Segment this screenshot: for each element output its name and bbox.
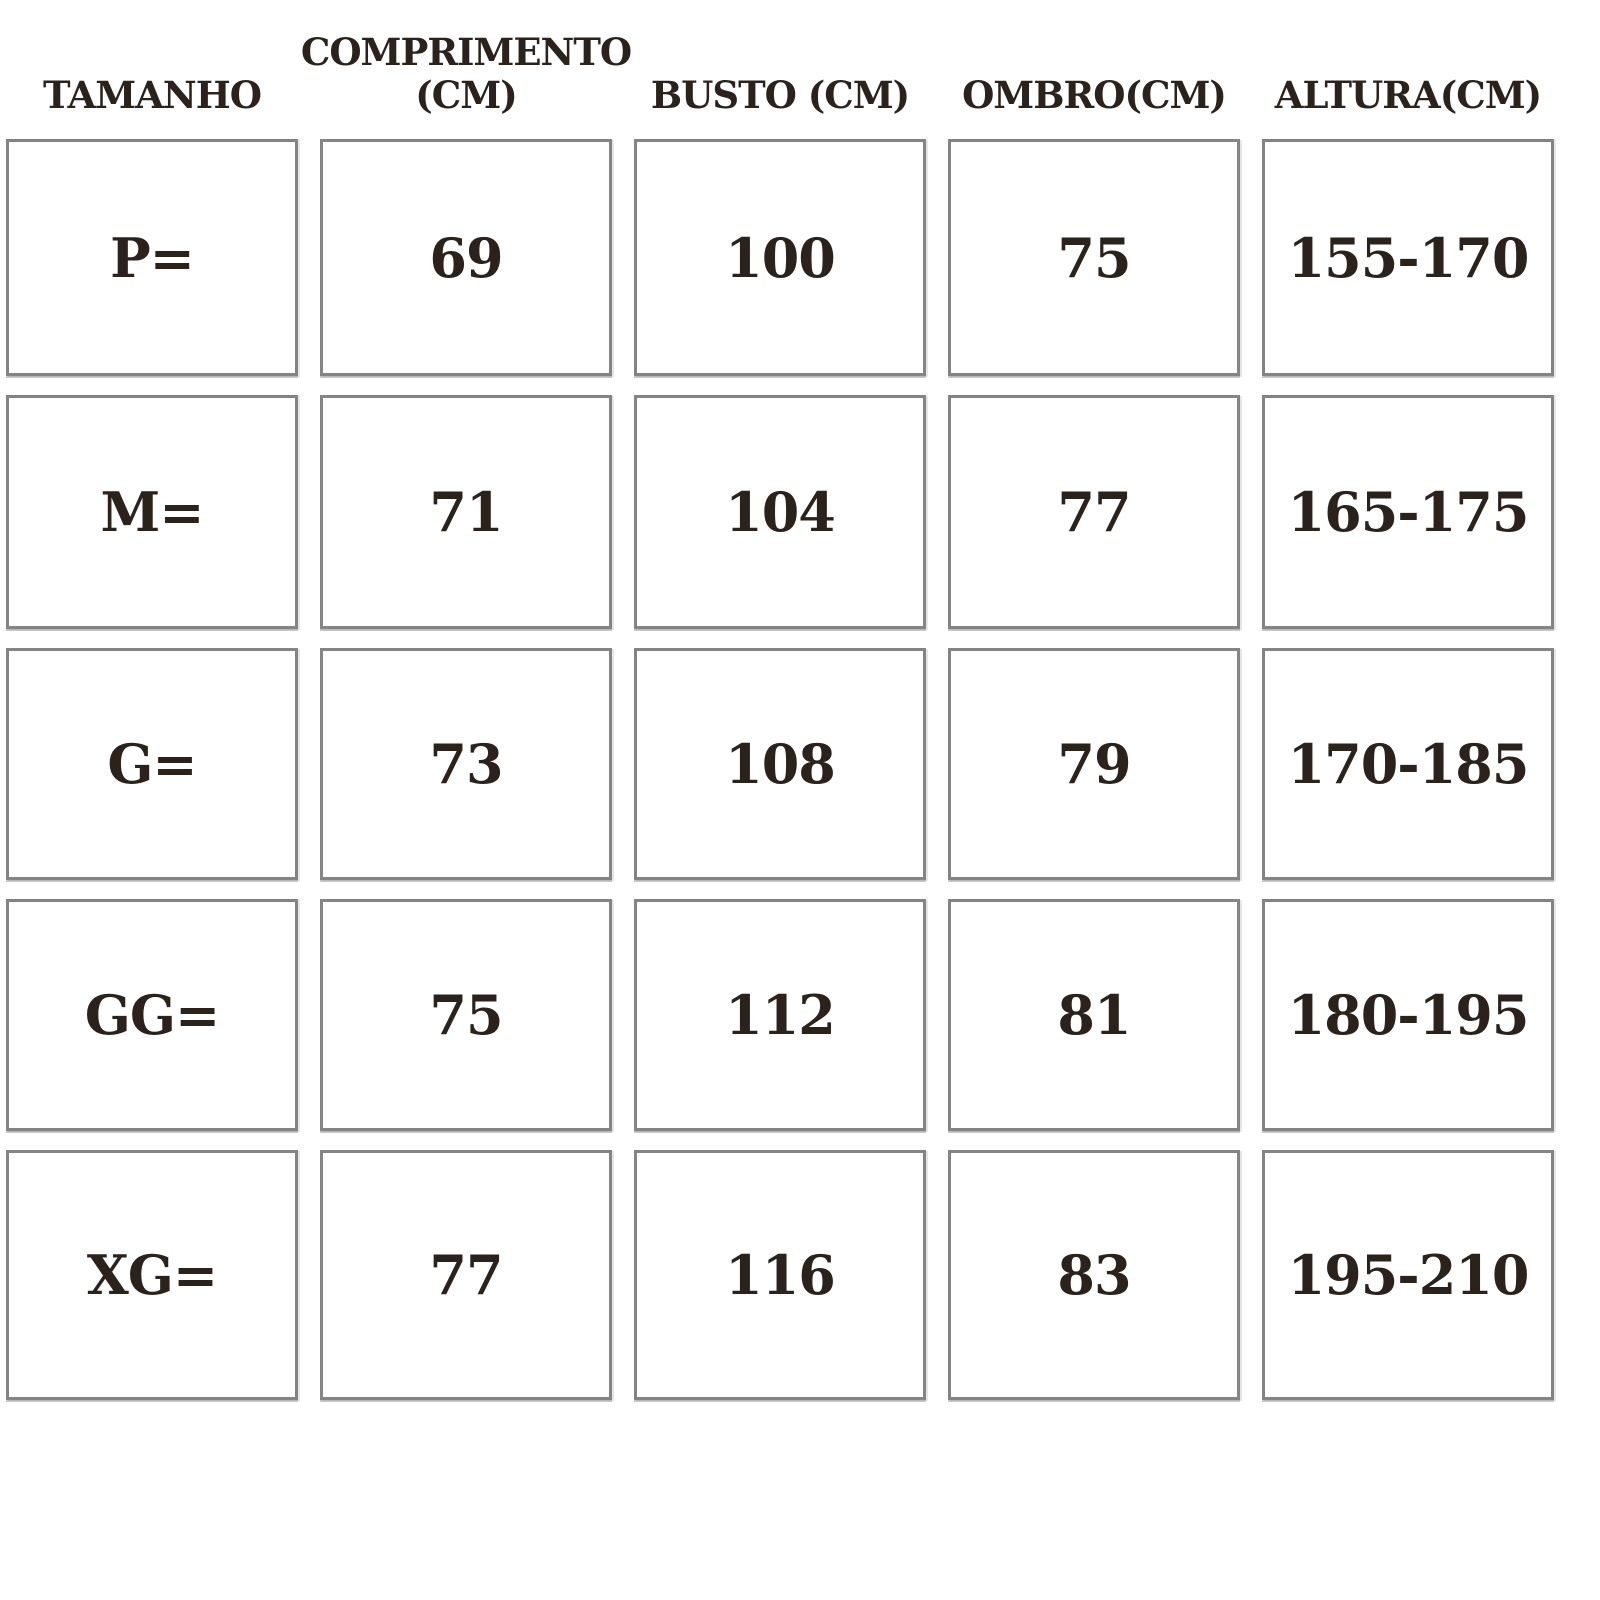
cell-g-comprimento: 73 [320,648,612,880]
cell-gg-busto: 112 [634,899,926,1131]
header-label: OMBRO(CM) [962,73,1226,118]
cell-gg-ombro: 81 [948,899,1240,1131]
cell-m-busto: 104 [634,395,926,629]
header-label: COMPRIMENTO [300,29,632,74]
cell-xg-comprimento: 77 [320,1150,612,1400]
cell-m-ombro: 77 [948,395,1240,629]
cell-xg-ombro: 83 [948,1150,1240,1400]
cell-p-tamanho: P= [6,139,298,376]
header-cell-comprimento [300,29,632,120]
cell-xg-altura: 195-210 [1262,1150,1554,1400]
cell-g-busto: 108 [634,648,926,880]
cell-m-altura: 165-175 [1262,395,1554,629]
size-chart-table [6,29,1554,1400]
header-cell-ombro [948,40,1240,120]
cell-g-altura: 170-185 [1262,648,1554,880]
header-cell-tamanho [6,40,298,120]
header-label: ALTURA(CM) [1274,73,1542,118]
cell-g-tamanho: G= [6,648,298,880]
header-label-line2: (CM) [415,73,517,118]
cell-p-busto: 100 [634,139,926,376]
cell-xg-tamanho: XG= [6,1150,298,1400]
cell-gg-tamanho: GG= [6,899,298,1131]
cell-xg-busto: 116 [634,1150,926,1400]
cell-g-ombro: 79 [948,648,1240,880]
cell-gg-altura: 180-195 [1262,899,1554,1131]
header-cell-busto [634,40,926,120]
cell-p-comprimento: 69 [320,139,612,376]
header-label: BUSTO (CM) [650,73,910,118]
cell-m-tamanho: M= [6,395,298,629]
cell-gg-comprimento: 75 [320,899,612,1131]
cell-p-altura: 155-170 [1262,139,1554,376]
header-label: TAMANHO [43,73,261,118]
cell-p-ombro: 75 [948,139,1240,376]
cell-m-comprimento: 71 [320,395,612,629]
header-cell-altura [1262,40,1554,120]
